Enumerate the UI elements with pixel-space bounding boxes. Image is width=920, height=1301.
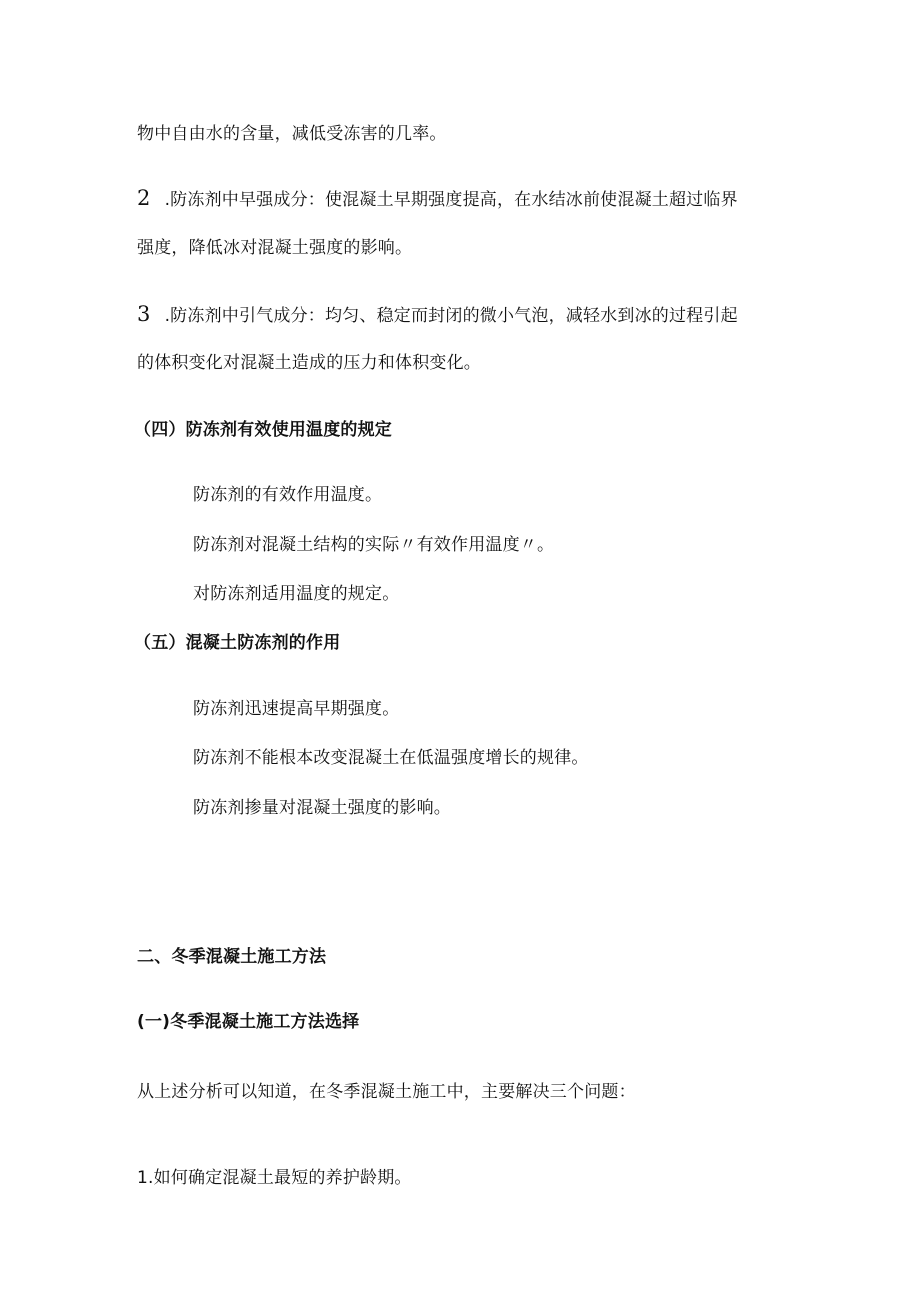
list-item-3: [137, 302, 738, 328]
paragraph-line: 强度，降低冰对混凝土强度的影响。: [137, 238, 413, 258]
indented-item: 对防冻剂适用温度的规定。: [193, 584, 400, 604]
list-number: 2: [137, 186, 151, 210]
subsection-heading: (一)冬季混凝土施工方法选择: [137, 1012, 360, 1032]
chapter-heading: 二、冬季混凝土施工方法: [137, 947, 327, 967]
list-text: .防冻剂中早强成分：使混凝土早期强度提高，在水结冰前使混凝土超过临界: [164, 190, 738, 210]
section-heading-5: （五）混凝土防冻剂的作用: [134, 633, 341, 653]
paragraph-line: 的体积变化对混凝土造成的压力和体积变化。: [137, 353, 481, 373]
list-text: .防冻剂中引气成分：均匀、稳定而封闭的微小气泡，减轻水到冰的过程引起: [164, 306, 738, 326]
indented-item: 防冻剂不能根本改变混凝土在低温强度增长的规律。: [193, 748, 589, 768]
indented-item: 防冻剂对混凝土结构的实际〃有效作用温度〃。: [193, 535, 555, 555]
indented-item: 防冻剂的有效作用温度。: [193, 485, 383, 505]
numbered-item: 1.如何确定混凝土最短的养护龄期。: [137, 1168, 412, 1188]
paragraph-line: 物中自由水的含量，减低受冻害的几率。: [137, 124, 447, 144]
paragraph-line: 从上述分析可以知道，在冬季混凝土施工中，主要解决三个问题：: [137, 1082, 636, 1102]
indented-item: 防冻剂掺量对混凝土强度的影响。: [193, 798, 451, 818]
section-heading-4: （四）防冻剂有效使用温度的规定: [134, 420, 392, 440]
indented-item: 防冻剂迅速提高早期强度。: [193, 699, 400, 719]
list-item-2: [137, 186, 738, 212]
list-number: 3: [137, 302, 151, 326]
